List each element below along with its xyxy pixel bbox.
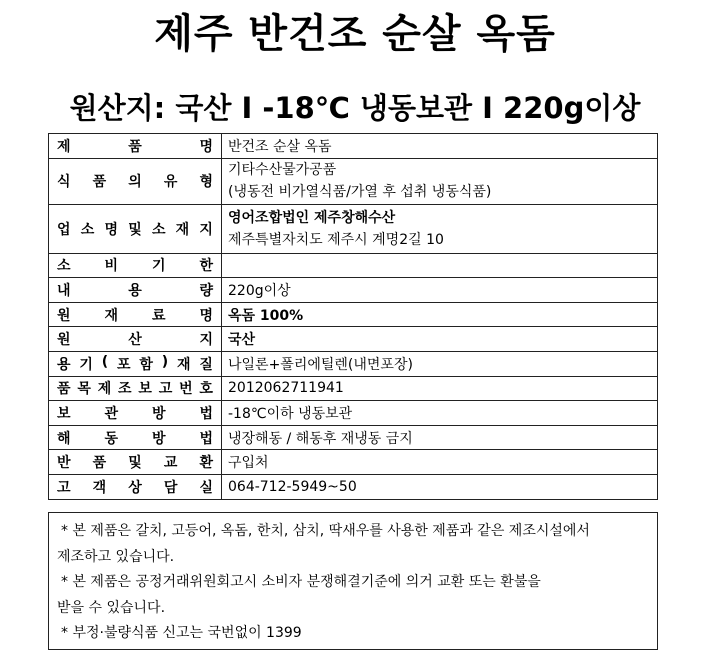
row-value: 기타수산물가공품 (냉동전 비가열식품/가열 후 섭취 냉동식품): [222, 158, 658, 204]
row-value: 220g이상: [222, 278, 658, 303]
row-label: [49, 134, 222, 159]
note-line: * 본 제품은 공정거래위원회고시 소비자 분쟁해결기준에 의거 교환 또는 환불을: [61, 574, 541, 591]
row-label: [49, 158, 222, 204]
row-label: [49, 278, 222, 303]
row-label: [49, 450, 222, 475]
row-value: 냉장해동 / 해동후 재냉동 금지: [222, 425, 658, 450]
table-row: [49, 134, 658, 159]
row-label-text: 내 용 량: [57, 282, 213, 299]
row-value: [222, 253, 658, 278]
row-label-text: 해 동 방 법: [57, 430, 213, 447]
note-line: 받을 수 있습니다.: [57, 599, 166, 616]
row-label: [49, 204, 222, 253]
row-value: 영어조합법인 제주창해수산 제주특별자치도 제주시 계명2길 10: [222, 204, 658, 253]
note-line: * 본 제품은 갈치, 고등어, 옥돔, 한치, 삼치, 딱새우를 사용한 제품과 같은 제조시설에서: [61, 523, 590, 539]
row-label: [49, 474, 222, 499]
notes-box: [48, 512, 658, 650]
row-label-text: 품 목 제 조 보 고 번 호: [57, 381, 213, 398]
note-line: 제조하고 있습니다.: [57, 548, 175, 565]
table-row: [49, 376, 658, 401]
row-label-text: 업 소 명 및 소 재 지: [57, 221, 213, 238]
table-row: [49, 327, 658, 352]
row-label-text: 원 산 지: [57, 332, 213, 349]
row-value: 2012062711941: [222, 376, 658, 401]
row-label: [49, 425, 222, 450]
table-row: [49, 474, 658, 499]
row-value: 064-712-5949~50: [222, 474, 658, 499]
page-title: 제주 반건조 순살 옥돔: [154, 11, 556, 57]
row-label-text: 보 관 방 법: [57, 405, 213, 422]
table-row: [49, 302, 658, 327]
row-label: [49, 376, 222, 401]
row-value: -18℃이하 냉동보관: [222, 401, 658, 426]
row-label-text: 고 객 상 담 실: [57, 479, 213, 496]
note-line: * 부정·불량식품 신고는 국번없이 1399: [61, 625, 302, 642]
row-value: 옥돔 100%: [222, 302, 658, 327]
table-row: [49, 253, 658, 278]
row-label-text: 소 비 기 한: [57, 258, 213, 275]
row-value: 국산: [222, 327, 658, 352]
row-label-text: 용 기 ( 포 함 ) 재 질: [57, 353, 213, 373]
row-label-text: 제 품 명: [57, 138, 213, 155]
table-row: [49, 450, 658, 475]
row-value: 나일론+폴리에틸렌(내면포장): [222, 351, 658, 376]
row-label: [49, 302, 222, 327]
row-label-text: 원 재 료 명: [57, 307, 213, 324]
table-row: [49, 425, 658, 450]
table-row: [49, 204, 658, 253]
row-label-text: 식 품 의 유 형: [57, 174, 213, 191]
row-label: [49, 401, 222, 426]
table-row: [49, 351, 658, 376]
row-value: 반건조 순살 옥돔: [222, 134, 658, 159]
product-info-table: [48, 133, 658, 500]
table-row: [49, 278, 658, 303]
table-row: [49, 401, 658, 426]
page-subtitle: 원산지: 국산 I -18℃ 냉동보관 I 220g이상: [69, 91, 641, 125]
row-label-text: 반 품 및 교 환: [57, 455, 213, 472]
row-label: [49, 253, 222, 278]
row-label: [49, 351, 222, 376]
row-value: 구입처: [222, 450, 658, 475]
row-label: [49, 327, 222, 352]
table-row: [49, 158, 658, 204]
